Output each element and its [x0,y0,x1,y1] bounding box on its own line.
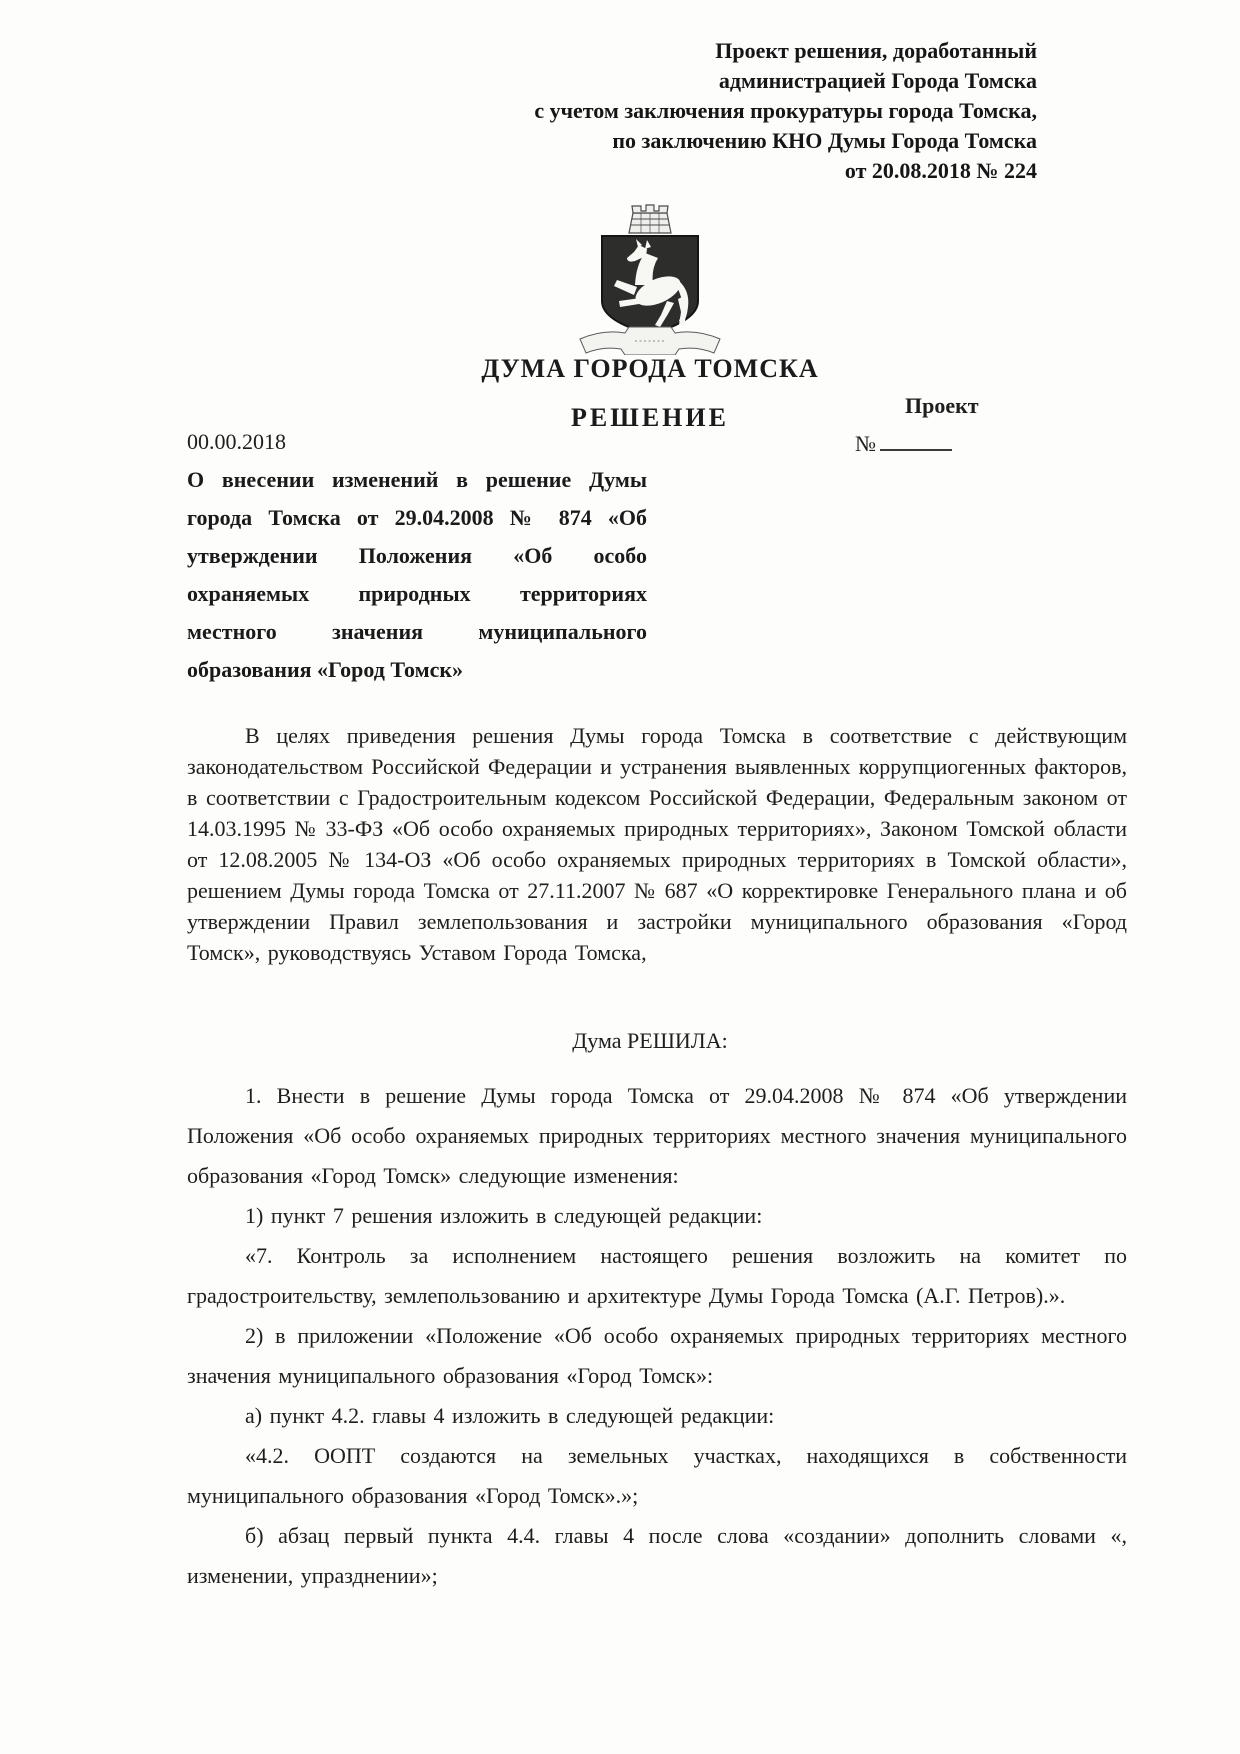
corner-note [534,36,1037,186]
resolution-paragraph: б) абзац первый пункта 4.4. главы 4 после слова «создании» дополнить словами «, изменении, упразднении»; [187,1523,1127,1588]
number-sign: № [855,431,876,456]
tomsk-coat-of-arms-icon [575,203,725,355]
ribbon [580,327,720,355]
corner-note-line: по заключению КНО Думы Города Томска [612,128,1037,153]
number-blank-line [880,429,952,451]
corner-note-line: Проект решения, доработанный [715,38,1037,63]
resolution-paragraph: «4.2. ООПТ создаются на земельных участках, находящихся в собственности муниципального образования «Город Томск».»; [187,1443,1127,1508]
org-title: ДУМА ГОРОДА ТОМСКА [481,354,819,383]
doc-title: О внесении изменений в решение Думы города Томска от 29.04.2008 № 874 «Об утверждении Положения «Об особо охраняемых природных территориях местного значения муниципального образования «Город Томск» [187,467,647,682]
resolved-heading: Дума РЕШИЛА: [572,1028,728,1053]
corner-note-line: от 20.08.2018 № 224 [844,158,1037,183]
corner-note-line: администрацией Города Томска [718,68,1037,93]
corner-note-line: с учетом заключения прокуратуры города Томска, [534,98,1037,123]
preamble-paragraph: В целях приведения решения Думы города Томска в соответствие с действующим законодательством Российской Федерации и устранения выявленных коррупциогенных факторов, в соответствии с Градостроительным кодексом Российской Федерации, Федеральным законом от 14.03.1995 № 33-ФЗ «Об особо охраняемых природных территориях», Законом Томской области от 12.08.2005 № 134-ОЗ «Об особо охраняемых природных территориях в Томской области», решением Думы города Томска от 27.11.2007 № 687 «О корректировке Генерального плана и об утверждении Правил землепользования и застройки муниципального образования «Город Томск», руководствуясь Уставом Города Томска, [187,723,1127,965]
draft-label: Проект [905,393,979,418]
resolution-paragraph: а) пункт 4.2. главы 4 изложить в следующей редакции: [245,1403,775,1428]
resolution-paragraph: «7. Контроль за исполнением настоящего решения возложить на комитет по градостроительству, землепользованию и архитектуре Думы Города Томска (А.Г. Петров).». [187,1243,1127,1308]
doc-number [855,429,952,457]
doc-type-heading: РЕШЕНИЕ [571,403,729,432]
doc-date: 00.00.2018 [187,429,286,454]
crown [629,205,671,233]
resolution-paragraph: 1. Внести в решение Думы города Томска от 29.04.2008 № 874 «Об утверждении Положения «Об особо охраняемых природных территориях местного значения муниципального образования «Город Томск» следующие изменения: [187,1083,1127,1188]
resolutions-section [187,1076,1127,1596]
resolution-paragraph: 1) пункт 7 решения изложить в следующей редакции: [245,1203,763,1228]
resolution-paragraph: 2) в приложении «Положение «Об особо охраняемых природных территориях местного значения муниципального образования «Город Томск»: [187,1323,1127,1388]
